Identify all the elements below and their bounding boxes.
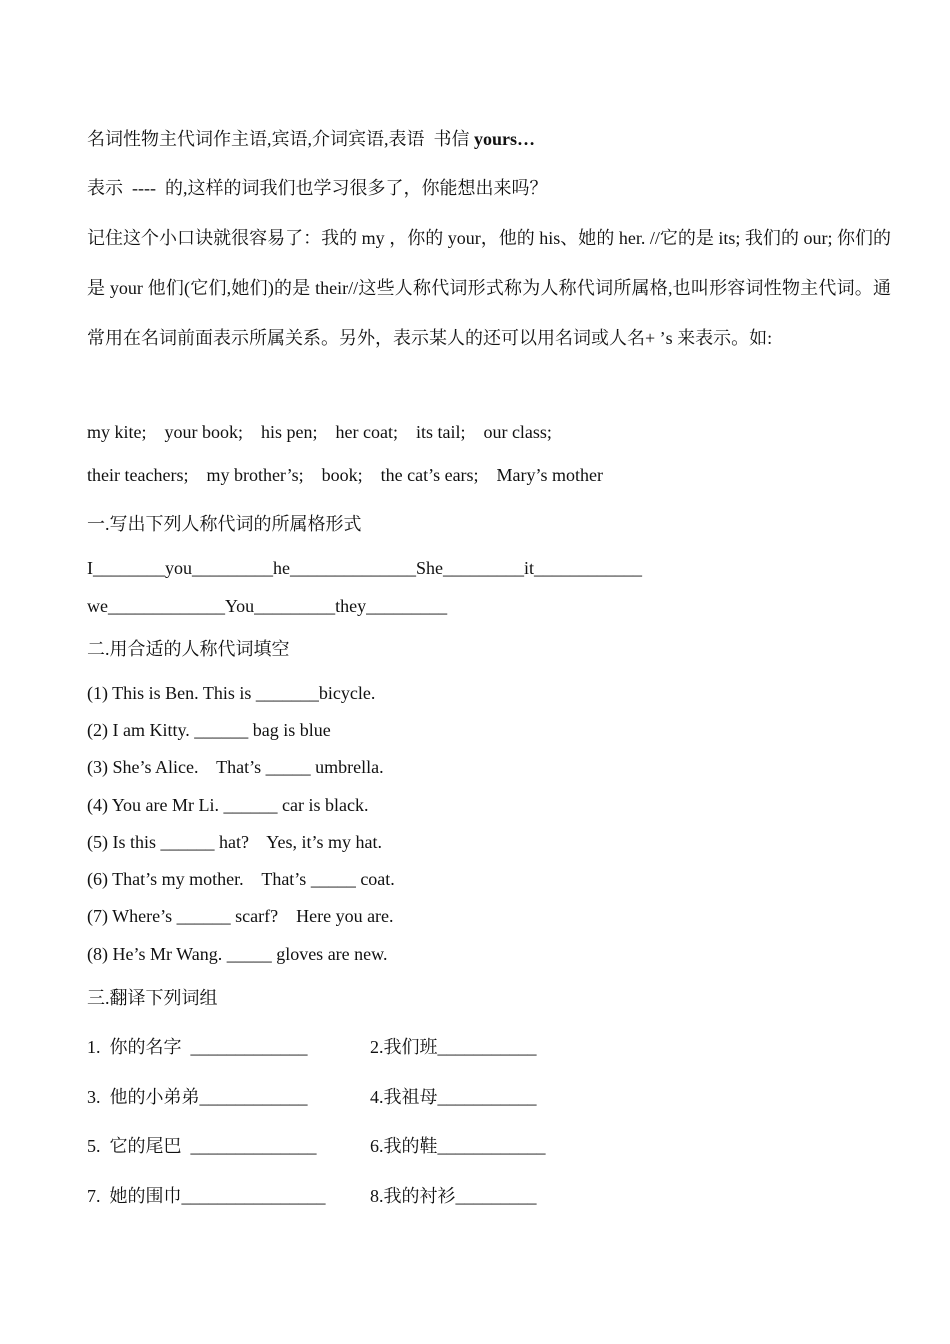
section3-item-left: 7. 她的围巾________________ xyxy=(87,1186,326,1206)
intro-title xyxy=(87,127,535,151)
section3-item-right: 2.我们班___________ xyxy=(370,1037,537,1057)
section3-heading: 三.翻译下列词组 xyxy=(87,988,218,1008)
section1-line-1: I________you_________he______________She_________it____________ xyxy=(87,558,642,578)
section3-item-right: 4.我祖母___________ xyxy=(370,1087,537,1107)
section2-item: (6) That’s my mother. That’s _____ coat. xyxy=(87,869,395,889)
intro-title-bold: yours… xyxy=(474,129,536,149)
intro-title-plain: 名词性物主代词作主语,宾语,介词宾语,表语 书信 xyxy=(87,129,474,149)
section2-item: (3) She’s Alice. That’s _____ umbrella. xyxy=(87,757,384,777)
section3-item-left: 1. 你的名字 _____________ xyxy=(87,1037,308,1057)
section3-item-left: 5. 它的尾巴 ______________ xyxy=(87,1136,317,1156)
section3-item-right: 8.我的衬衫_________ xyxy=(370,1186,537,1206)
section2-item: (2) I am Kitty. ______ bag is blue xyxy=(87,720,331,740)
section3-item-left: 3. 他的小弟弟____________ xyxy=(87,1087,308,1107)
section2-item: (7) Where’s ______ scarf? Here you are. xyxy=(87,906,394,926)
examples-line-2: their teachers; my brother’s; book; the cat’s ears; Mary’s mother xyxy=(87,465,604,485)
section2-item: (4) You are Mr Li. ______ car is black. xyxy=(87,795,369,815)
section2-heading: 二.用合适的人称代词填空 xyxy=(87,639,290,659)
section2-item: (1) This is Ben. This is _______bicycle. xyxy=(87,683,376,703)
section3-item-right: 6.我的鞋____________ xyxy=(370,1136,546,1156)
section2-item: (5) Is this ______ hat? Yes, it’s my hat. xyxy=(87,832,382,852)
examples-line-1: my kite; your book; his pen; her coat; its tail; our class; xyxy=(87,422,552,442)
section1-heading: 一.写出下列人称代词的所属格形式 xyxy=(87,514,362,534)
intro-paragraph: 记住这个小口诀就很容易了：我的 my ，你的 your，他的 his、她的 her. //它的是 its; 我们的 our; 你们的是 your 他们(它们,她们)的是 their//这些人称代词形式称为人称代词所属格,也叫形容词性物主代词。通常用在名词前面表示所属关系。另外，表示某人的还可以用名词或人名+ ’s 来表示。如: xyxy=(87,228,891,348)
section2-item: (8) He’s Mr Wang. _____ gloves are new. xyxy=(87,944,388,964)
intro-question: 表示 ---- 的,这样的词我们也学习很多了，你能想出来吗？ xyxy=(87,178,548,198)
section1-line-2: we_____________You_________they_________ xyxy=(87,596,448,616)
